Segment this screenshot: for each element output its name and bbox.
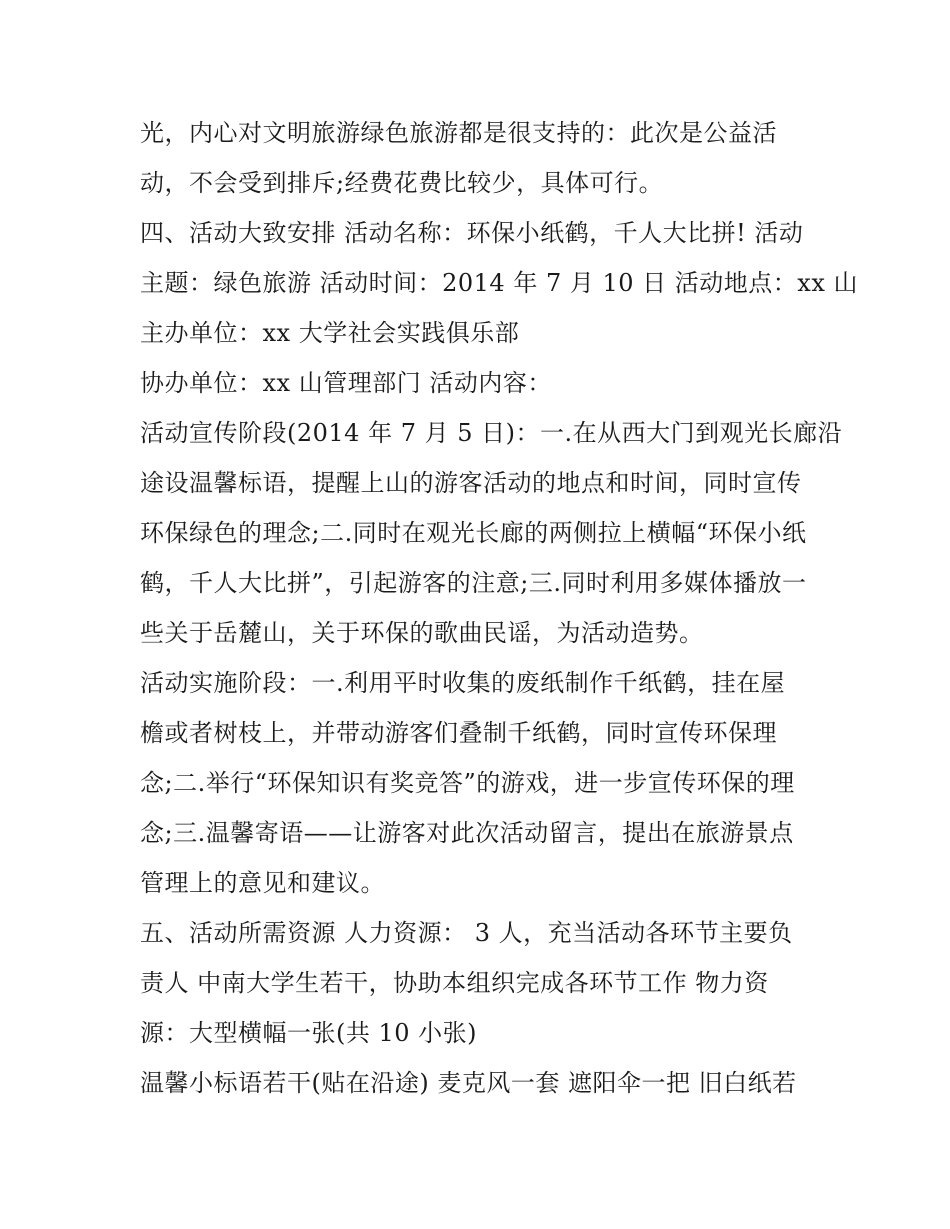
text-line-2: 动，不会受到排斥;经费花费比较少，具体可行。	[140, 169, 664, 197]
text-line-20: 温馨小标语若干(贴在沿途) 麦克风一套 遮阳伞一把 旧白纸若	[140, 1069, 797, 1097]
text-line-5: 主办单位：xx 大学社会实践俱乐部	[140, 319, 520, 347]
text-line-3: 四、活动大致安排 活动名称：环保小纸鹤，千人大比拼! 活动	[140, 219, 804, 247]
text-line-15: 念;三.温馨寄语——让游客对此次活动留言，提出在旅游景点	[140, 819, 794, 847]
text-line-12: 活动实施阶段：一.利用平时收集的废纸制作千纸鹤，挂在屋	[140, 669, 786, 697]
document-body	[140, 108, 858, 1108]
text-line-18: 责人 中南大学生若干，协助本组织完成各环节工作 物力资	[140, 969, 769, 997]
text-line-14: 念;二.举行“环保知识有奖竞答”的游戏，进一步宣传环保的理	[140, 769, 795, 797]
text-line-9: 环保绿色的理念;二.同时在观光长廊的两侧拉上横幅“环保小纸	[140, 519, 807, 547]
text-line-19: 源：大型横幅一张(共 10 小张)	[140, 1019, 478, 1047]
text-line-10: 鹤，千人大比拼”，引起游客的注意;三.同时利用多媒体播放一	[140, 569, 807, 597]
text-line-1: 光，内心对文明旅游绿色旅游都是很支持的：此次是公益活	[140, 119, 777, 147]
text-line-8: 途设温馨标语，提醒上山的游客活动的地点和时间，同时宣传	[140, 469, 802, 497]
text-line-11: 些关于岳麓山，关于环保的歌曲民谣，为活动造势。	[140, 619, 704, 647]
text-line-17: 五、活动所需资源 人力资源： 3 人，充当活动各环节主要负	[140, 919, 793, 947]
text-line-4: 主题：绿色旅游 活动时间：2014 年 7 月 10 日 活动地点：xx 山	[140, 269, 858, 297]
text-line-13: 檐或者树枝上，并带动游客们叠制千纸鹤，同时宣传环保理	[140, 719, 777, 747]
text-line-16: 管理上的意见和建议。	[140, 869, 385, 897]
text-line-6: 协办单位：xx 山管理部门 活动内容：	[140, 369, 552, 397]
text-line-7: 活动宣传阶段(2014 年 7 月 5 日)：一.在从西大门到观光长廊沿	[140, 419, 843, 447]
